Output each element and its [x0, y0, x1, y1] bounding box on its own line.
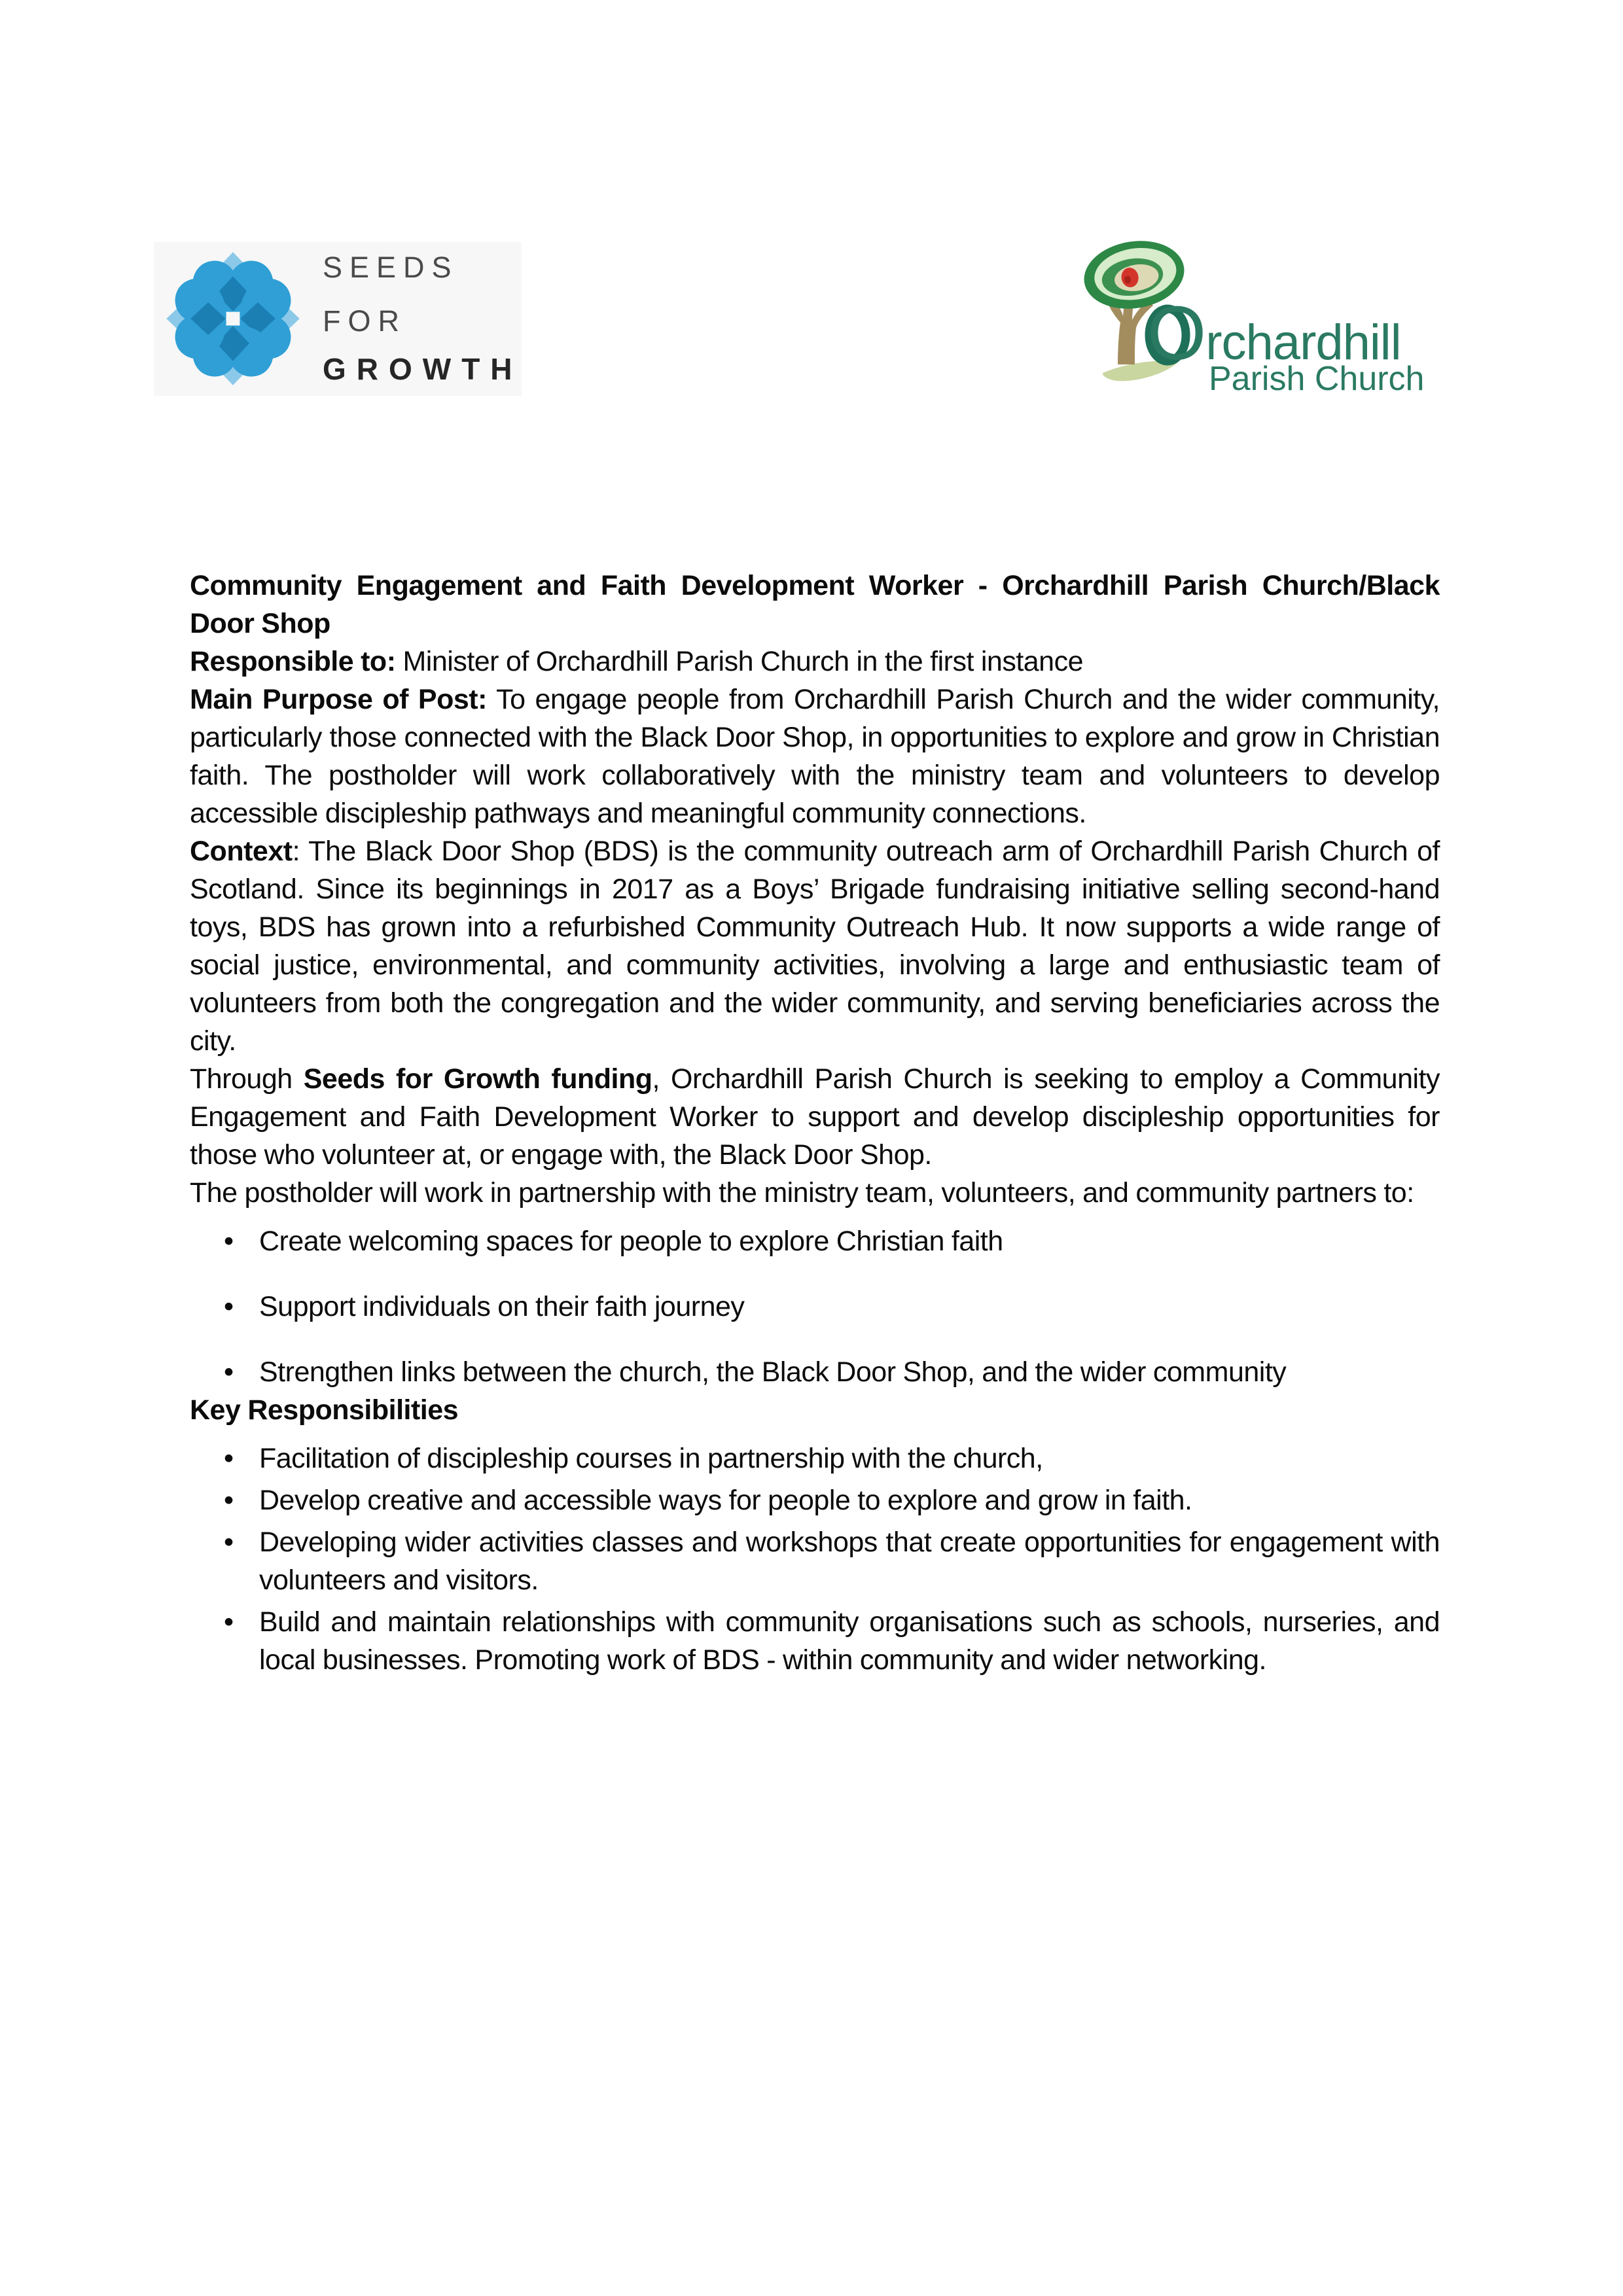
- key-responsibilities-list: [190, 1439, 1440, 1679]
- orchardhill-logo: [1080, 239, 1425, 399]
- list-item: • Facilitation of discipleship courses in partnership with the church,: [190, 1439, 1440, 1477]
- seeds-flower-icon: [160, 246, 306, 391]
- orchardhill-subtitle: Parish Church: [1209, 360, 1425, 398]
- context-text: : The Black Door Shop (BDS) is the community outreach arm of Orchardhill Parish Church of Scotland. Since its beginnings in 2017 as a Boys’ Brigade fundraising initiative selling second-hand toys, BDS has grown into a refurbished Community Outreach Hub. It now supports a wide range of social justice, environmental, and community activities, involving a large and enthusiastic team of volunteers from both the congregation and the wider community, and serving beneficiaries across the city.: [190, 836, 1440, 1057]
- partnership-list: [190, 1222, 1440, 1391]
- responsible-to-label: Responsible to:: [190, 646, 396, 677]
- responsible-to-line: [190, 643, 1440, 680]
- partnership-intro: The postholder will work in partnership with the ministry team, volunteers, and community partners to:: [190, 1177, 1414, 1209]
- key-responsibilities-heading: Key Responsibilities: [190, 1394, 459, 1426]
- list-item: • Create welcoming spaces for people to explore Christian faith: [190, 1222, 1440, 1260]
- seeds-word-for: FOR: [323, 304, 406, 338]
- list-item: • Develop creative and accessible ways for people to explore and grow in faith.: [190, 1481, 1440, 1519]
- document-body: [190, 567, 1440, 1679]
- funding-text: , Orchardhill Parish Church is seeking to employ a Community Engagement and Faith Development Worker to support and develop discipleship opportunities for those who volunteer at, or engage with, the Black Door Shop.: [190, 1063, 1440, 1171]
- list-item: • Strengthen links between the church, the Black Door Shop, and the wider community: [190, 1353, 1440, 1391]
- seeds-word-seeds: SEEDS: [323, 251, 459, 284]
- responsible-to-text: Minister of Orchardhill Parish Church in the first instance: [395, 646, 1084, 677]
- funding-bold: Seeds for Growth funding: [303, 1063, 652, 1095]
- seeds-for-growth-logo: [154, 242, 522, 396]
- list-item: • Support individuals on their faith journey: [190, 1288, 1440, 1326]
- funding-paragraph: [190, 1060, 1440, 1174]
- list-item: • Build and maintain relationships with community organisations such as schools, nurseries, and local businesses. Promoting work of BDS - within community and wider networking.: [190, 1603, 1440, 1679]
- main-purpose-label: Main Purpose of Post:: [190, 684, 487, 715]
- seeds-word-growth: GROWTH: [323, 352, 523, 386]
- funding-prefix: Through: [190, 1063, 304, 1095]
- job-title: Community Engagement and Faith Development Worker - Orchardhill Parish Church/Black Door Shop: [190, 570, 1440, 639]
- context-label: Context: [190, 836, 293, 867]
- list-item: • Developing wider activities classes and workshops that create opportunities for engagement with volunteers and visitors.: [190, 1523, 1440, 1599]
- main-purpose-paragraph: [190, 680, 1440, 832]
- main-purpose-text: To engage people from Orchardhill Parish Church and the wider community, particularly those connected with the Black Door Shop, in opportunities to explore and grow in Christian faith. The postholder will work collaboratively with the ministry team and volunteers to develop accessible discipleship pathways and meaningful community connections.: [190, 684, 1440, 829]
- orchardhill-name: Orchardhill: [1147, 291, 1401, 376]
- context-paragraph: [190, 832, 1440, 1060]
- seeds-wordmark: [323, 242, 523, 396]
